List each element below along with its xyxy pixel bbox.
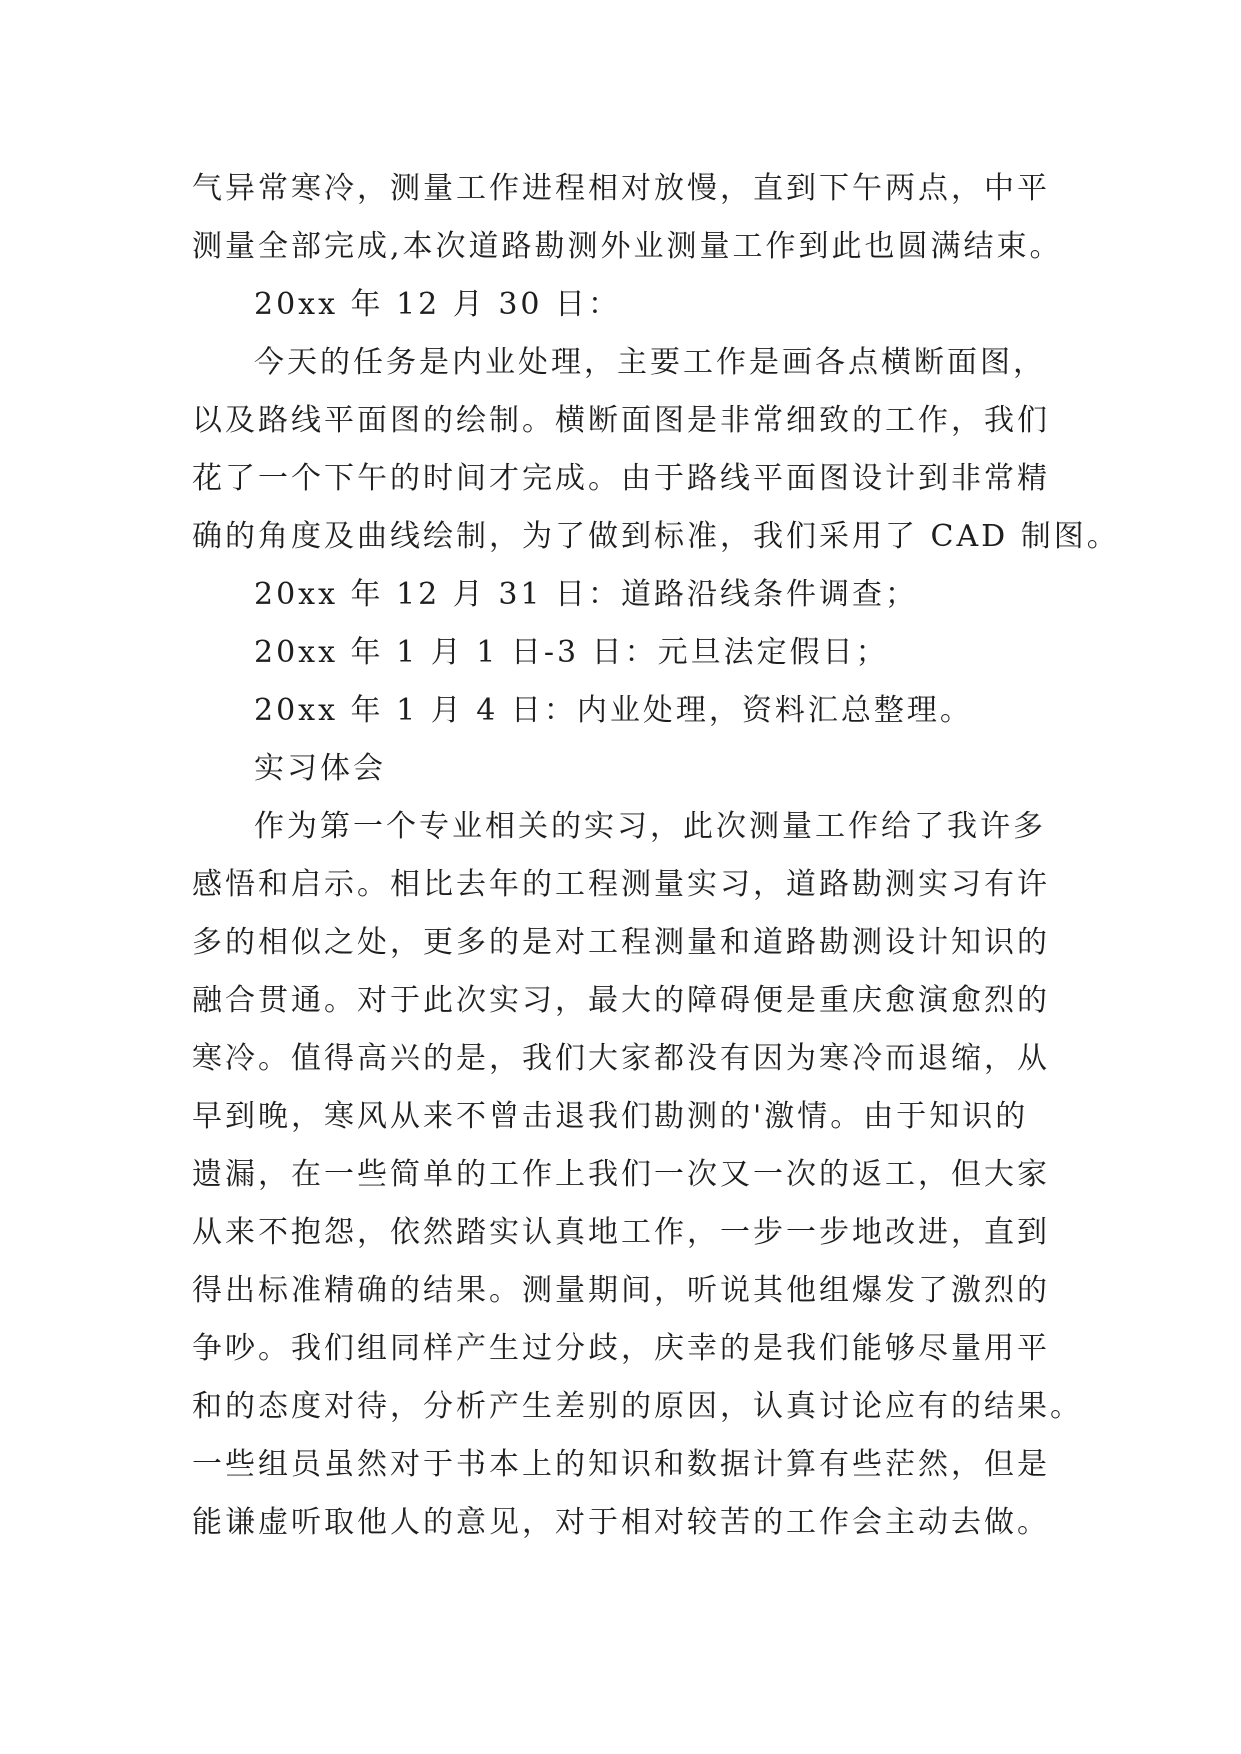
document-body xyxy=(192,160,1120,1552)
text-line: 以及路线平面图的绘制。横断面图是非常细致的工作，我们 xyxy=(192,403,1050,438)
text-line: 争吵。我们组同样产生过分歧，庆幸的是我们能够尽量用平 xyxy=(192,1331,1050,1366)
text-line: 确的角度及曲线绘制，为了做到标准，我们采用了 CAD 制图。 xyxy=(192,519,1120,554)
text-line: 早到晚，寒风从来不曾击退我们勘测的'激情。由于知识的 xyxy=(192,1099,1029,1134)
text-line: 20xx 年 12 月 31 日：道路沿线条件调查； xyxy=(254,577,919,612)
text-line: 20xx 年 1 月 4 日：内业处理，资料汇总整理。 xyxy=(254,693,973,728)
text-line: 今天的任务是内业处理，主要工作是画各点横断面图， xyxy=(254,345,1046,380)
text-line: 花了一个下午的时间才完成。由于路线平面图设计到非常精 xyxy=(192,461,1050,496)
text-line: 多的相似之处，更多的是对工程测量和道路勘测设计知识的 xyxy=(192,925,1050,960)
text-line: 测量全部完成,本次道路勘测外业测量工作到此也圆满结束。 xyxy=(192,229,1063,264)
text-line: 从来不抱怨，依然踏实认真地工作，一步一步地改进，直到 xyxy=(192,1215,1050,1250)
text-line: 作为第一个专业相关的实习，此次测量工作给了我许多 xyxy=(254,809,1046,844)
text-line: 遗漏，在一些简单的工作上我们一次又一次的返工，但大家 xyxy=(192,1157,1050,1192)
text-line: 得出标准精确的结果。测量期间，听说其他组爆发了激烈的 xyxy=(192,1273,1050,1308)
text-line: 实习体会 xyxy=(254,751,386,786)
text-line: 和的态度对待，分析产生差别的原因，认真讨论应有的结果。 xyxy=(192,1389,1083,1424)
text-line: 感悟和启示。相比去年的工程测量实习，道路勘测实习有许 xyxy=(192,867,1050,902)
text-line: 一些组员虽然对于书本上的知识和数据计算有些茫然，但是 xyxy=(192,1447,1050,1482)
text-line: 20xx 年 1 月 1 日-3 日：元旦法定假日； xyxy=(254,635,889,670)
text-line: 20xx 年 12 月 30 日： xyxy=(254,287,622,322)
text-line: 气异常寒冷，测量工作进程相对放慢，直到下午两点，中平 xyxy=(192,171,1050,206)
text-line: 能谦虚听取他人的意见，对于相对较苦的工作会主动去做。 xyxy=(192,1505,1050,1540)
text-line: 融合贯通。对于此次实习，最大的障碍便是重庆愈演愈烈的 xyxy=(192,983,1050,1018)
text-line: 寒冷。值得高兴的是，我们大家都没有因为寒冷而退缩，从 xyxy=(192,1041,1050,1076)
